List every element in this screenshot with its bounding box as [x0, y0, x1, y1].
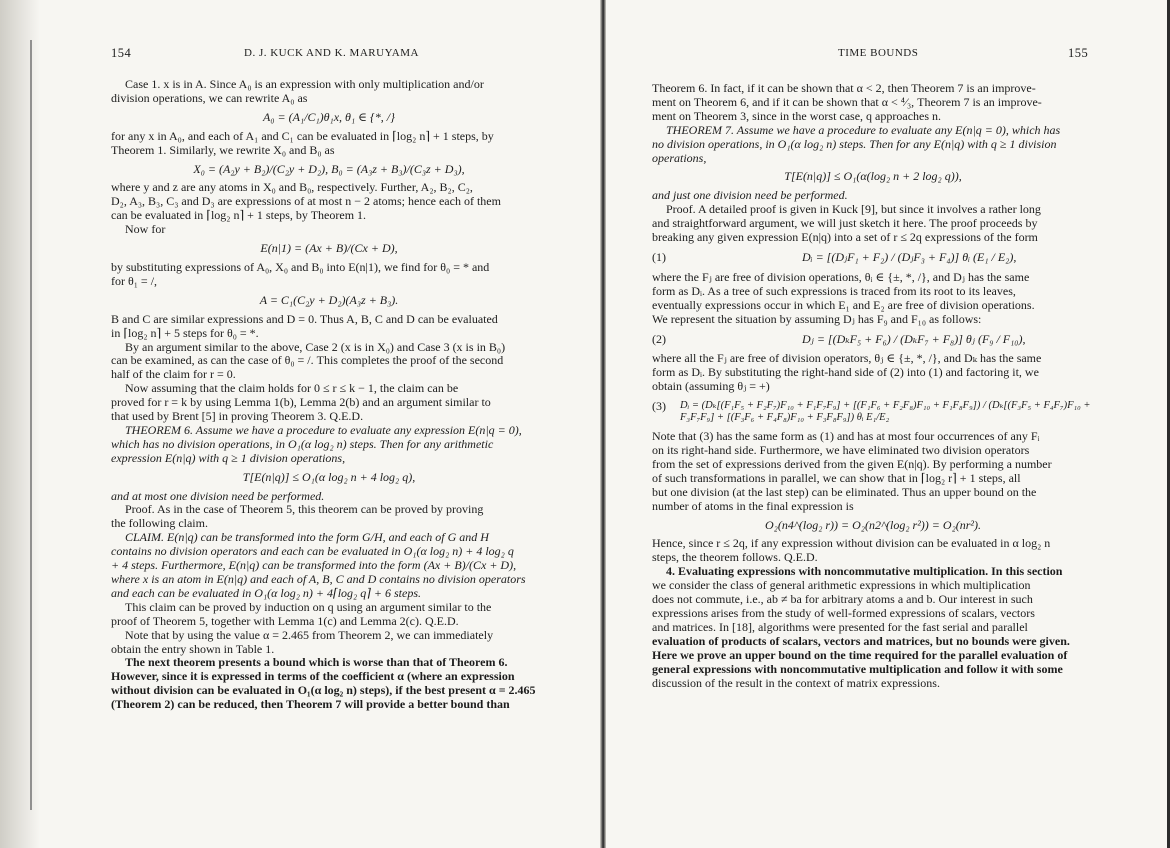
text-line: for θ₁ = /,	[111, 273, 158, 288]
text-line: contains no division operators and each can be evaluated in O₁(α log₂ n) + 4 log₂ q	[111, 544, 514, 559]
text-line: of such transformations in parallel, we can show that in ⌈log₂ r⌉ + 1 steps, all	[652, 470, 1021, 485]
theorem-7-statement: THEOREM 7. Assume we have a procedure to evaluate any E(n|q = 0), which has	[666, 122, 1061, 137]
text-line: Now assuming that the claim holds for 0 ≤ r ≤ k − 1, the claim can be	[125, 381, 459, 396]
text-line: form as Dᵢ. By substituting the right-hand side of (2) into (1) and factoring it, we	[652, 365, 1039, 380]
equation-body: Dᵢ = [(DⱼF₁ + F₂) / (DⱼF₃ + F₄)] θᵢ (E₁ / E₂),	[802, 249, 1017, 264]
text-line: and matrices. In [18], algorithms were presented for the fast serial and parallel	[652, 619, 1028, 634]
text-line: and just one division need be performed.	[652, 188, 848, 203]
text-line: Theorem 1. Similarly, we rewrite X₀ and B₀ as	[111, 142, 335, 157]
page-number-right: 155	[1068, 46, 1089, 60]
equation-2	[652, 333, 1094, 347]
left-text-column	[111, 78, 547, 712]
text-line: and each can be evaluated in O₁(α log₂ n) + 4⌈log₂ q⌉ + 6 steps.	[111, 585, 421, 600]
text-line: The next theorem presents a bound which is worse than that of Theorem 6.	[125, 655, 508, 670]
text-line: Note that (3) has the same form as (1) and has at most four occurrences of any Fᵢ	[652, 429, 1040, 444]
text-line: number of atoms in the final expression is	[652, 498, 854, 513]
text-line: the following claim.	[111, 516, 208, 531]
equation: X₀ = (A₂y + B₂)/(C₂y + D₂), B₀ = (A₃z + B₃)/(C₃z + D₃),	[193, 161, 465, 176]
right-page	[606, 0, 1170, 848]
text-line: However, since it is expressed in terms of the coefficient α (where an expression	[111, 669, 515, 684]
text-line: form as Dᵢ. As a tree of such expressions is traced from its root to its leaves,	[652, 283, 1016, 298]
text-line: ment on Theorem 3, since in the worst case, q approaches n.	[652, 108, 942, 123]
text-line: Note that by using the value α = 2.465 from Theorem 2, we can immediately	[125, 627, 494, 642]
text-line: does not commute, i.e., ab ≠ ba for arbitrary atoms a and b. Our interest in such	[652, 592, 1033, 607]
text-line: for any x in A₀, and each of A₁ and C₁ can be evaluated in ⌈log₂ n⌉ + 1 steps, by	[111, 128, 494, 143]
section-4-heading: 4. Evaluating expressions with noncommutative multiplication. In this section	[666, 564, 1063, 579]
text-line: evaluation of products of scalars, vectors and matrices, but no bounds were given.	[652, 633, 1070, 648]
text-line: where x is an atom in E(n|q) and each of A, B, C and D contains no division operators	[111, 572, 526, 586]
text-line: Hence, since r ≤ 2q, if any expression without division can be evaluated in α log₂ n	[652, 536, 1051, 551]
text-line: proved for r = k by using Lemma 1(b), Lemma 2(b) and an argument similar to	[111, 395, 491, 410]
text-line: + 4 steps. Furthermore, E(n|q) can be transformed into the form (Ax + B)/(Cx + D),	[111, 558, 517, 573]
equation-1	[652, 251, 1094, 265]
text-line: Proof. As in the case of Theorem 5, this theorem can be proved by proving	[125, 502, 484, 517]
text-line: expressions arises from the study of well-formed expressions of scalars, vectors	[652, 606, 1035, 620]
theorem-6-statement: THEOREM 6. Assume we have a procedure to evaluate any expression E(n|q = 0),	[125, 422, 522, 437]
text-line: but one division (at the last step) can be eliminated. Thus an upper bound on the	[652, 484, 1037, 499]
text-line: We represent the situation by assuming Dⱼ has F₉ and F₁₀ as follows:	[652, 311, 982, 326]
text-line: Proof. A detailed proof is given in Kuck [9], but since it involves a rather long	[666, 202, 1041, 217]
running-head-left: D. J. KUCK AND K. MARUYAMA	[244, 47, 419, 59]
text-line: by substituting expressions of A₀, X₀ and B₀ into E(n|1), we find for θ₀ = * and	[111, 259, 490, 274]
text-line: expression E(n|q) with q ≥ 1 division operations,	[111, 450, 346, 465]
text-line: discussion of the result in the context of matrix expressions.	[652, 675, 940, 690]
text-line: Here we prove an upper bound on the time required for the parallel evaluation of	[652, 647, 1068, 662]
equation: A₀ = (A₁/C₁)θ₁x, θ₁ ∈ {*, /}	[263, 109, 395, 124]
text-line: This claim can be proved by induction on q using an argument similar to the	[125, 599, 492, 614]
equation: O₂(n4^(log₂ r)) = O₂(n2^(log₂ r²)) = O₂(nr²).	[764, 517, 981, 532]
equation-label: (2)	[652, 331, 666, 346]
text-line: from the set of expressions derived from the given E(n|q). By performing a number	[652, 456, 1052, 471]
text-line: Now for	[125, 222, 166, 237]
page-number-left: 154	[111, 46, 132, 60]
equation-3	[652, 400, 1094, 424]
text-line: we consider the class of general arithmetic expressions in which multiplication	[652, 578, 1031, 593]
text-line: eventually expressions occur in which E₁ and E₂ are free of division operations.	[652, 297, 1035, 312]
text-line: can be examined, as can the case of θ₀ = /. This completes the proof of the second	[111, 353, 504, 368]
text-line: which has no division operations, in O₁(α log₂ n) steps. Then for any arithmetic	[111, 436, 494, 451]
equation-body: Dᵢ = (Dₖ[(F₁F₅ + F₂F₇)F₁₀ + F₁F₇F₉] + [(F₁F₆ + F₂F₈)F₁₀ + F₁F₈F₉]) / (Dₖ[(F₃F₅ + F₄F₇)F₁₀ + F₃F₇F₉] + [(F₃F₆ + F₄F₈)F₁₀ + F₃F₈F₉]) θᵢ E₁/E₂	[680, 400, 1091, 424]
text-line: on its right-hand side. Furthermore, we have eliminated two division operators	[652, 443, 1030, 458]
text-line: without division can be evaluated in O₁(α log₂ n) steps), if the best present α = 2.465	[111, 683, 536, 698]
text-line: and straightforward argument, we will just sketch it here. The proof proceeds by	[652, 216, 1038, 231]
equation-label: (3)	[652, 399, 666, 414]
text-line: no division operations, in O₁(α log₂ n) steps. Then for any E(n|q) with q ≥ 1 division	[652, 136, 1057, 151]
equation: A = C₁(C₂y + D₂)(A₃z + B₃).	[259, 292, 399, 307]
page-edge-line	[30, 40, 32, 810]
text-line: division operations, we can rewrite A₀ as	[111, 90, 308, 105]
text-line: where the Fⱼ are free of division operations, θᵢ ∈ {±, *, /}, and Dⱼ has the same	[652, 269, 1030, 284]
text-line: and at most one division need be performed.	[111, 488, 325, 503]
text-line: By an argument similar to the above, Case 2 (x is in X₀) and Case 3 (x is in B₀)	[125, 339, 506, 354]
text-line: can be evaluated in ⌈log₂ n⌉ + 1 steps, by Theorem 1.	[111, 208, 367, 223]
right-text-column	[652, 82, 1094, 690]
text-line: Theorem 6. In fact, if it can be shown that α < 2, then Theorem 7 is an improve-	[652, 81, 1036, 95]
running-head-right: TIME BOUNDS	[838, 47, 919, 59]
page-edge-shadow	[0, 0, 40, 848]
equation-label: (1)	[652, 249, 666, 264]
text-line: half of the claim for r = 0.	[111, 367, 236, 382]
text-line: where y and z are any atoms in X₀ and B₀, respectively. Further, A₂, B₂, C₂,	[111, 180, 473, 195]
text-line: proof of Theorem 5, together with Lemma 1(c) and Lemma 2(c). Q.E.D.	[111, 613, 459, 628]
equation: T[E(n|q)] ≤ O₁(α log₂ n + 4 log₂ q),	[242, 469, 416, 484]
text-line: obtain the entry shown in Table 1.	[111, 641, 275, 656]
text-line: Case 1. x is in A. Since A₀ is an expression with only multiplication and/or	[125, 77, 484, 91]
text-line: in ⌈log₂ n⌉ + 5 steps for θ₀ = *.	[111, 325, 259, 340]
text-line: steps, the theorem follows. Q.E.D.	[652, 550, 818, 565]
claim-statement: CLAIM. E(n|q) can be transformed into the form G/H, and each of G and H	[125, 530, 489, 545]
text-line: ment on Theorem 6, and if it can be shown that α < ⁴⁄₃, Theorem 7 is an improve-	[652, 94, 1042, 109]
text-line: general expressions with noncommutative multiplication and follow it with some	[652, 661, 1063, 676]
text-line: where all the Fⱼ are free of division operators, θⱼ ∈ {±, *, /}, and Dₖ has the same	[652, 351, 1042, 366]
text-line: D₂, A₃, B₃, C₃ and D₃ are expressions of at most n − 2 atoms; hence each of them	[111, 194, 501, 209]
text-line: B and C are similar expressions and D = 0. Thus A, B, C and D can be evaluated	[111, 311, 498, 326]
text-line: (Theorem 2) can be reduced, then Theorem 7 will provide a better bound than	[111, 697, 510, 712]
equation: T[E(n|q)] ≤ O₁(α(log₂ n + 2 log₂ q)),	[784, 169, 962, 184]
text-line: breaking any given expression E(n|q) into a set of r ≤ 2q expressions of the form	[652, 230, 1038, 245]
text-line: obtain (assuming θⱼ = +)	[652, 379, 770, 394]
text-line: operations,	[652, 150, 707, 165]
text-line: that used by Brent [5] in proving Theorem 3. Q.E.D.	[111, 409, 364, 424]
equation-body: Dⱼ = [(DₖF₅ + F₆) / (DₖF₇ + F₈)] θⱼ (F₉ / F₁₀),	[802, 331, 1026, 346]
equation: E(n|1) = (Ax + B)/(Cx + D),	[260, 241, 398, 256]
